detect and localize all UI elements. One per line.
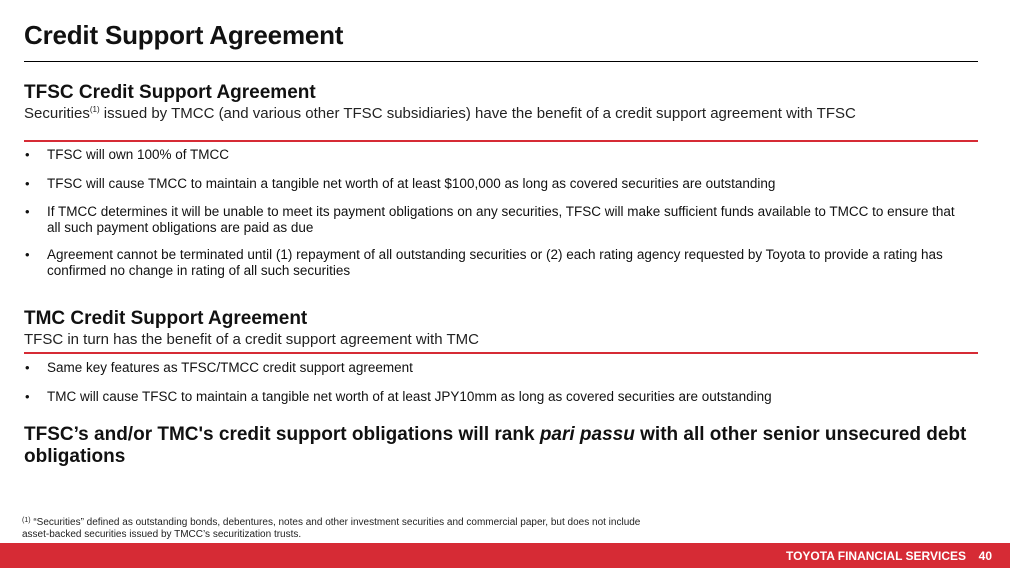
- pari-passu-statement: [24, 424, 984, 468]
- emphasis-italic: pari passu: [539, 424, 635, 445]
- tfsc-section-subtitle: [24, 105, 856, 122]
- tfsc-section-heading: TFSC Credit Support Agreement: [24, 82, 316, 103]
- tfsc-section-divider: [24, 140, 978, 142]
- footer-bar: [0, 543, 1010, 568]
- tfsc-sub-prefix: Securities: [24, 105, 90, 122]
- emphasis-before: TFSC’s and/or TMC's credit support obligations will rank: [24, 424, 540, 445]
- tfsc-sub-rest: issued by TMCC (and various other TFSC subsidiaries) have the benefit of a credit support agreement with TFSC: [99, 105, 856, 122]
- tmc-section-divider: [24, 352, 978, 354]
- slide-title: Credit Support Agreement: [24, 20, 344, 50]
- footnote: [22, 515, 662, 541]
- title-divider: [24, 61, 978, 62]
- tmc-section-heading: TMC Credit Support Agreement: [24, 308, 308, 329]
- bullet-item: • If TMCC determines it will be unable to meet its payment obligations on any securities, TFSC will make sufficient funds available to TMCC to ensure that all such payment obligations are paid as due: [24, 204, 964, 236]
- tfsc-bullet-list: [24, 147, 964, 279]
- tmc-section-subtitle: TFSC in turn has the benefit of a credit support agreement with TMC: [24, 331, 479, 348]
- footnote-text: “Securities” defined as outstanding bonds, debentures, notes and other investment securities and commercial paper, but does not include asset-backed securities issued by TMCC’s securitization trusts.: [22, 517, 641, 540]
- footnote-marker: (1): [22, 517, 31, 524]
- bullet-item: • TFSC will cause TMCC to maintain a tangible net worth of at least $100,000 as long as covered securities are outstanding: [24, 176, 964, 192]
- bullet-item: • TMC will cause TFSC to maintain a tangible net worth of at least JPY10mm as long as covered securities are outstanding: [24, 389, 964, 405]
- bullet-item: • Agreement cannot be terminated until (1) repayment of all outstanding securities or (2) each rating agency requested by Toyota to provide a rating has confirmed no change in rating of all such securities: [24, 247, 964, 279]
- bullet-item: • Same key features as TFSC/TMCC credit support agreement: [24, 360, 964, 376]
- footer-brand: TOYOTA FINANCIAL SERVICES: [785, 549, 966, 563]
- bullet-item: • TFSC will own 100% of TMCC: [24, 147, 964, 163]
- tmc-bullet-list: [24, 360, 964, 405]
- page-number: 40: [978, 549, 992, 563]
- footnote-ref-marker: (1): [89, 105, 100, 114]
- emphasis-after: with all other senior unsecured debt obligations: [24, 424, 967, 467]
